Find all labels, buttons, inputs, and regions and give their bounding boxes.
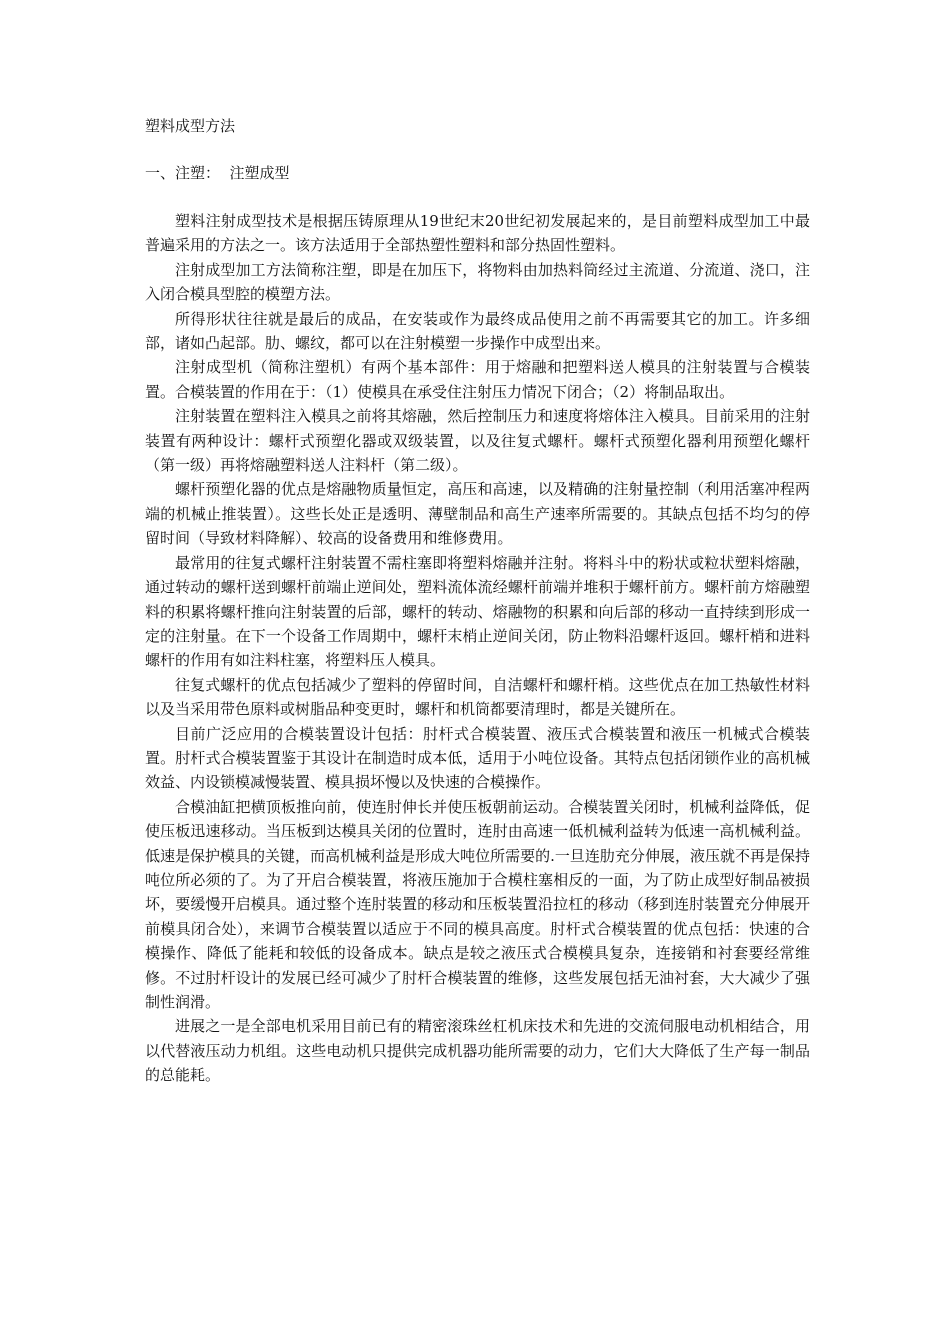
document-page	[145, 114, 810, 1088]
paragraph: 所得形状往往就是最后的成品，在安装或作为最终成品使用之前不再需要其它的加工。许多细部，诸如凸起部。肋、螺纹，都可以在注射模塑一步操作中成型出来。	[145, 309, 810, 353]
paragraph: 注射装置在塑料注入模具之前将其熔融，然后控制压力和速度将熔体注入模具。目前采用的注射装置有两种设计：螺杆式预塑化器或双级装置，以及往复式螺杆。螺杆式预塑化器利用预塑化螺杆（第一级）再将熔融塑料送人注料杆（第二级）。	[145, 407, 810, 475]
paragraph: 目前广泛应用的合模装置设计包括：肘杆式合模装置、液压式合模装置和液压一机械式合模装置。肘杆式合模装置鉴于其设计在制造时成本低，适用于小吨位设备。其特点包括闭锁作业的高机械效益、内设锁模减慢装置、模具损坏慢以及快速的合模操作。	[145, 724, 810, 792]
paragraph: 螺杆预塑化器的优点是熔融物质量恒定，高压和高速，以及精确的注射量控制（利用活塞冲程两端的机械止推装置）。这些长处正是透明、薄壁制品和高生产速率所需要的。其缺点包括不均匀的停留时间（导致材料降解）、较高的设备费用和维修费用。	[145, 480, 810, 548]
paragraph: 合模油缸把横顶板推向前，使连肘伸长并使压板朝前运动。合模装置关闭时，机械利益降低，促使压板迅速移动。当压板到达模具关闭的位置时，连肘由高速一低机械利益转为低速一高机械利益。低速是保护模具的关键，而高机械利益是形成大吨位所需要的.一旦连肋充分伸展，液压就不再是保持吨位所必须的了。为了开启合模装置，将液压施加于合模柱塞相反的一面，为了防止成型好制品被损坏，要缓慢开启模具。通过整个连肘装置的移动和压板装置沿拉杠的移动（移到连肘装置充分伸展开前模具闭合处），来调节合模装置以适应于不同的模具高度。肘杆式合模装置的优点包括：快速的合模操作、降低了能耗和较低的设备成本。缺点是较之液压式合模模具复杂，连接销和衬套要经常维修。不过肘杆设计的发展已经可减少了肘杆合模装置的维修，这些发展包括无油衬套，大大减少了强制性润滑。	[145, 797, 810, 1011]
paragraph: 进展之一是全部电机采用目前已有的精密滚珠丝杠机床技术和先进的交流伺服电动机相结合，用以代替液压动力机组。这些电动机只提供完成机器功能所需要的动力，它们大大降低了生产每一制品的总能耗。	[145, 1017, 810, 1085]
document-body	[145, 209, 810, 1088]
paragraph: 塑料注射成型技术是根据压铸原理从19世纪末20世纪初发展起来的，是目前塑料成型加工中最普遍采用的方法之一。该方法适用于全部热塑性塑料和部分热固性塑料。	[145, 212, 810, 255]
paragraph: 注射成型加工方法简称注塑，即是在加压下，将物料由加热料筒经过主流道、分流道、浇口，注入闭合模具型腔的模塑方法。	[145, 260, 810, 304]
section-heading: 一、注塑： 注塑成型	[145, 164, 290, 182]
paragraph: 最常用的往复式螺杆注射装置不需柱塞即将塑料熔融并注射。将料斗中的粉状或粒状塑料熔融，通过转动的螺杆送到螺杆前端止逆间处，塑料流体流经螺杆前端并堆积于螺杆前方。螺杆前方熔融塑料的积累将螺杆推向注射装置的后部，螺杆的转动、熔融物的积累和向后部的移动一直持续到形成一定的注射量。在下一个设备工作周期中，螺杆末梢止逆间关闭，防止物料沿螺杆返回。螺杆梢和进料螺杆的作用有如注料柱塞，将塑料压人模具。	[145, 553, 810, 670]
paragraph: 往复式螺杆的优点包括减少了塑料的停留时间，自洁螺杆和螺杆梢。这些优点在加工热敏性材料以及当采用带色原料或树脂品种变更时，螺杆和机筒都要清理时，都是关键所在。	[145, 675, 810, 719]
document-title: 塑料成型方法	[145, 117, 236, 135]
paragraph: 注射成型机（简称注塑机）有两个基本部件：用于熔融和把塑料送人模具的注射装置与合模装置。合模装置的作用在于：（1）使模具在承受住注射压力情况下闭合；（2）将制品取出。	[145, 358, 810, 401]
